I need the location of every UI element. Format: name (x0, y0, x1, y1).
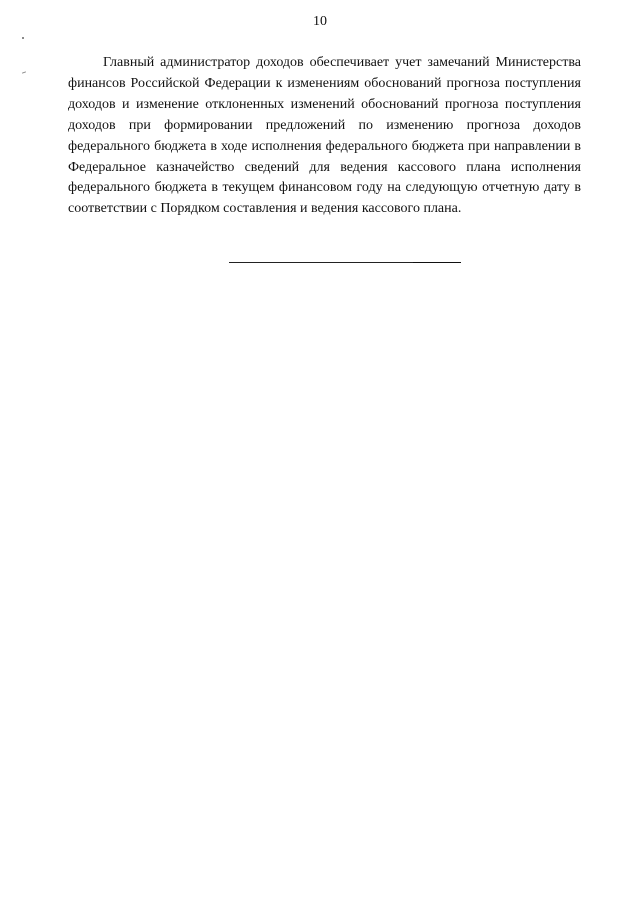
scan-artifact-dot (22, 37, 24, 39)
page-number: 10 (313, 14, 327, 29)
scan-artifact-dash (22, 71, 26, 73)
end-of-text-rule (229, 262, 461, 263)
body-paragraph: Главный администратор доходов обеспечивает учет замечаний Министерства финансов Российской Федерации к изменениям обоснований прогноза поступления доходов и изменение отклоненных изменений обоснований прогноза поступления доходов при формировании предложений по изменению прогноза доходов федерального бюджета в ходе исполнения федерального бюджета при направлении в Федеральное казначейство сведений для ведения кассового плана исполнения федерального бюджета в текущем финансовом году на следующую отчетную дату в соответствии с Порядком составления и ведения кассового плана. (68, 55, 581, 217)
